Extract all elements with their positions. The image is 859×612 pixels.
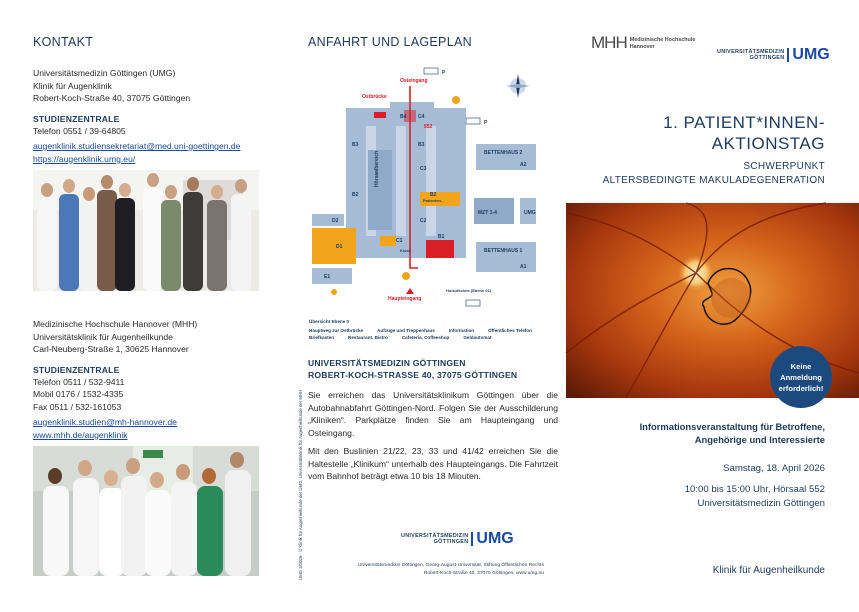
map-label-haupteingang: Haupteingang (388, 296, 422, 302)
mhh-logo-text (630, 37, 696, 51)
umg-contact (33, 67, 283, 165)
map-label-osteingang: Osteingang (400, 78, 428, 84)
mhh-address-line: Universitätsklinik für Augenheilkunde (33, 331, 173, 342)
info-line: Angehörige und Interessierte (694, 434, 825, 445)
mhh-web-link[interactable]: www.mhh.de/augenklinik (33, 429, 128, 440)
svg-text:C2: C2 (420, 218, 427, 224)
legend-item: Hauptweg zur Ostbrücke (309, 328, 364, 333)
umg-footer (308, 562, 544, 578)
umg-team-photo (33, 170, 259, 291)
umg-address-line: Robert-Koch-Straße 40, 37075 Göttingen (33, 93, 191, 103)
svg-text:C1: C1 (396, 238, 403, 244)
svg-text:D1: D1 (336, 244, 343, 250)
svg-text:BETTENHAUS 2: BETTENHAUS 2 (484, 150, 523, 156)
svg-text:B2: B2 (430, 192, 437, 198)
svg-text:MZT 1-4: MZT 1-4 (478, 210, 497, 216)
umg-email-link[interactable]: augenklinik.studiensekretariat@med.uni-goettingen.de (33, 141, 241, 151)
umg-web-link[interactable]: https://augenklinik.umg.eu/ (33, 153, 136, 164)
event-date: Samstag, 18. April 2026 (723, 463, 825, 474)
mhh-logo-line: Hannover (629, 44, 655, 50)
svg-text:B3: B3 (352, 142, 359, 148)
event-title-line: AKTIONSTAG (711, 134, 825, 153)
svg-text:A2: A2 (520, 162, 527, 168)
event-title-line: 1. PATIENT*INNEN- (663, 113, 825, 132)
svg-text:C3: C3 (420, 166, 427, 172)
no-registration-badge (770, 346, 832, 408)
svg-text:Kiosk: Kiosk (400, 248, 411, 253)
svg-text:C4: C4 (418, 114, 425, 120)
contact-heading: KONTAKT (33, 35, 94, 49)
contact-panel (0, 0, 287, 612)
legend-item: Cafeteria, Coffeeshop (401, 335, 450, 340)
mhh-studienzentrale: STUDIENZENTRALE (33, 364, 120, 375)
address-heading-line: UNIVERSITÄTSMEDIZIN GÖTTINGEN (308, 358, 466, 368)
event-title (565, 112, 825, 154)
info-text (555, 420, 825, 446)
mhh-logo (591, 34, 695, 51)
directions-car-text: Sie erreichen das Universitätsklinikum Göttingen über die Autobahnabfahrt Göttingen-Nord. Folgen Sie der Ausschilderung „Kliniken“. Parkplätze finden Sie am Haupteingang und Osteingang. (308, 390, 558, 438)
clinic-footer: Klinik für Augenheilkunde (712, 565, 825, 576)
mhh-address-line: Medizinische Hochschule Hannover (MHH) (33, 319, 198, 329)
svg-text:Holzufschne (Ebene 01): Holzufschne (Ebene 01) (446, 288, 492, 293)
event-venue: Universitätsmedizin Göttingen (697, 498, 825, 509)
svg-text:B3: B3 (418, 142, 425, 148)
svg-text:Patienten-: Patienten- (423, 198, 443, 203)
cover-panel (563, 0, 859, 612)
umg-address-line: Universitätsmedizin Göttingen (UMG) (33, 68, 176, 78)
svg-text:E1: E1 (324, 274, 331, 280)
badge-line: erforderlich! (778, 383, 824, 393)
legend-item: Geldautomat (463, 335, 492, 340)
legend-item: Information (448, 328, 475, 333)
svg-text:B4: B4 (400, 114, 407, 120)
info-line: Informationsveranstaltung für Betroffene, (639, 421, 825, 432)
mhh-contact (33, 318, 283, 441)
umg-logo (401, 530, 514, 548)
umg-logo-line: GÖTTINGEN (749, 55, 785, 61)
compass-icon (506, 74, 530, 98)
event-subtitle-line: SCHWERPUNKT (743, 161, 825, 172)
address-heading-line: ROBERT-KOCH-STRASSE 40, 37075 GÖTTINGEN (308, 370, 518, 380)
map-legend-title: Übersicht Ebene 0 (309, 319, 350, 324)
umg-logo-top (717, 46, 830, 64)
mhh-fax: Fax 0511 / 532-161053 (33, 401, 122, 412)
map-legend (309, 318, 553, 341)
legend-item: Briefkasten (309, 335, 335, 340)
map-label-hoersaal: Hörsaalbereich (374, 150, 380, 187)
legend-item: Restaurant, Bistro (348, 335, 388, 340)
svg-text:552: 552 (424, 124, 433, 130)
umg-footer-line: Robert-Koch-Straße 40, 37075 Göttingen, www.umg.eu (423, 571, 544, 576)
umg-logo-mark: UMG (476, 530, 514, 547)
svg-text:B2: B2 (352, 192, 359, 198)
directions-bus-text: Mit den Buslinien 21/22, 23, 33 und 41/42 erreichen Sie die Haltestelle „Klinikum“ unterhalb des Haupteingangs. Die Fahrtzeit vom Bahnhof beträgt etwa 10 bis 18 Minuten. (308, 446, 558, 481)
umg-logo-line: UNIVERSITÄTSMEDIZIN (717, 48, 785, 55)
imprint-vertical: UMG 3/2026 · © Klinik für Augenheilkunde der UMG, Universitätsklinik für Augenheilkunde der MHH (298, 389, 303, 580)
umg-logo-line: GÖTTINGEN (433, 539, 469, 545)
umg-footer-line: Universitätsmedizin Göttingen, Georg-August-Universität, Stiftung Öffentlichen Rechts (357, 563, 544, 568)
mhh-phone: Telefon 0511 / 532-9411 (33, 376, 125, 387)
umg-logo-mark: UMG (792, 46, 830, 63)
svg-text:BETTENHAUS 1: BETTENHAUS 1 (484, 248, 523, 254)
svg-text:A1: A1 (520, 264, 527, 270)
event-subtitle (565, 160, 825, 187)
svg-text:P: P (484, 120, 488, 126)
mhh-address-line: Carl-Neuberg-Straße 1, 30625 Hannover (33, 344, 189, 354)
svg-text:D2: D2 (332, 218, 339, 224)
legend-item: Öffentliches Telefon (488, 328, 532, 333)
mhh-mobile: Mobil 0176 / 1532-4335 (33, 389, 124, 399)
svg-text:B1: B1 (438, 234, 445, 240)
site-map (306, 62, 556, 302)
directions-heading: ANFAHRT UND LAGEPLAN (308, 35, 472, 49)
svg-text:P: P (442, 70, 446, 76)
address-block (308, 357, 558, 483)
svg-text:UMG: UMG (524, 210, 536, 216)
umg-address-line: Klinik für Augenklinik (33, 80, 112, 91)
event-time: 10:00 bis 15:00 Uhr, Hörsaal 552 (684, 484, 825, 495)
legend-item: Aufzüge und Treppenhaus (377, 328, 435, 333)
mhh-logo-line: Medizinische Hochschule (629, 37, 696, 43)
map-label-ostbruecke: Ostbrücke (362, 94, 387, 100)
badge-line: Anmeldung (780, 372, 822, 382)
badge-line: Keine (790, 361, 812, 371)
mhh-email-link[interactable]: augenklinik.studien@mh-hannover.de (33, 417, 177, 427)
directions-panel (287, 0, 563, 612)
mhh-team-photo (33, 446, 259, 576)
mhh-logo-mark: MHH (591, 33, 627, 52)
umg-logo-line: UNIVERSITÄTSMEDIZIN (401, 532, 469, 539)
event-subtitle-line: ALTERSBEDINGTE MAKULADEGENERATION (602, 174, 825, 186)
umg-phone: Telefon 0551 / 39-64805 (33, 125, 126, 136)
umg-studienzentrale: STUDIENZENTRALE (33, 113, 120, 124)
